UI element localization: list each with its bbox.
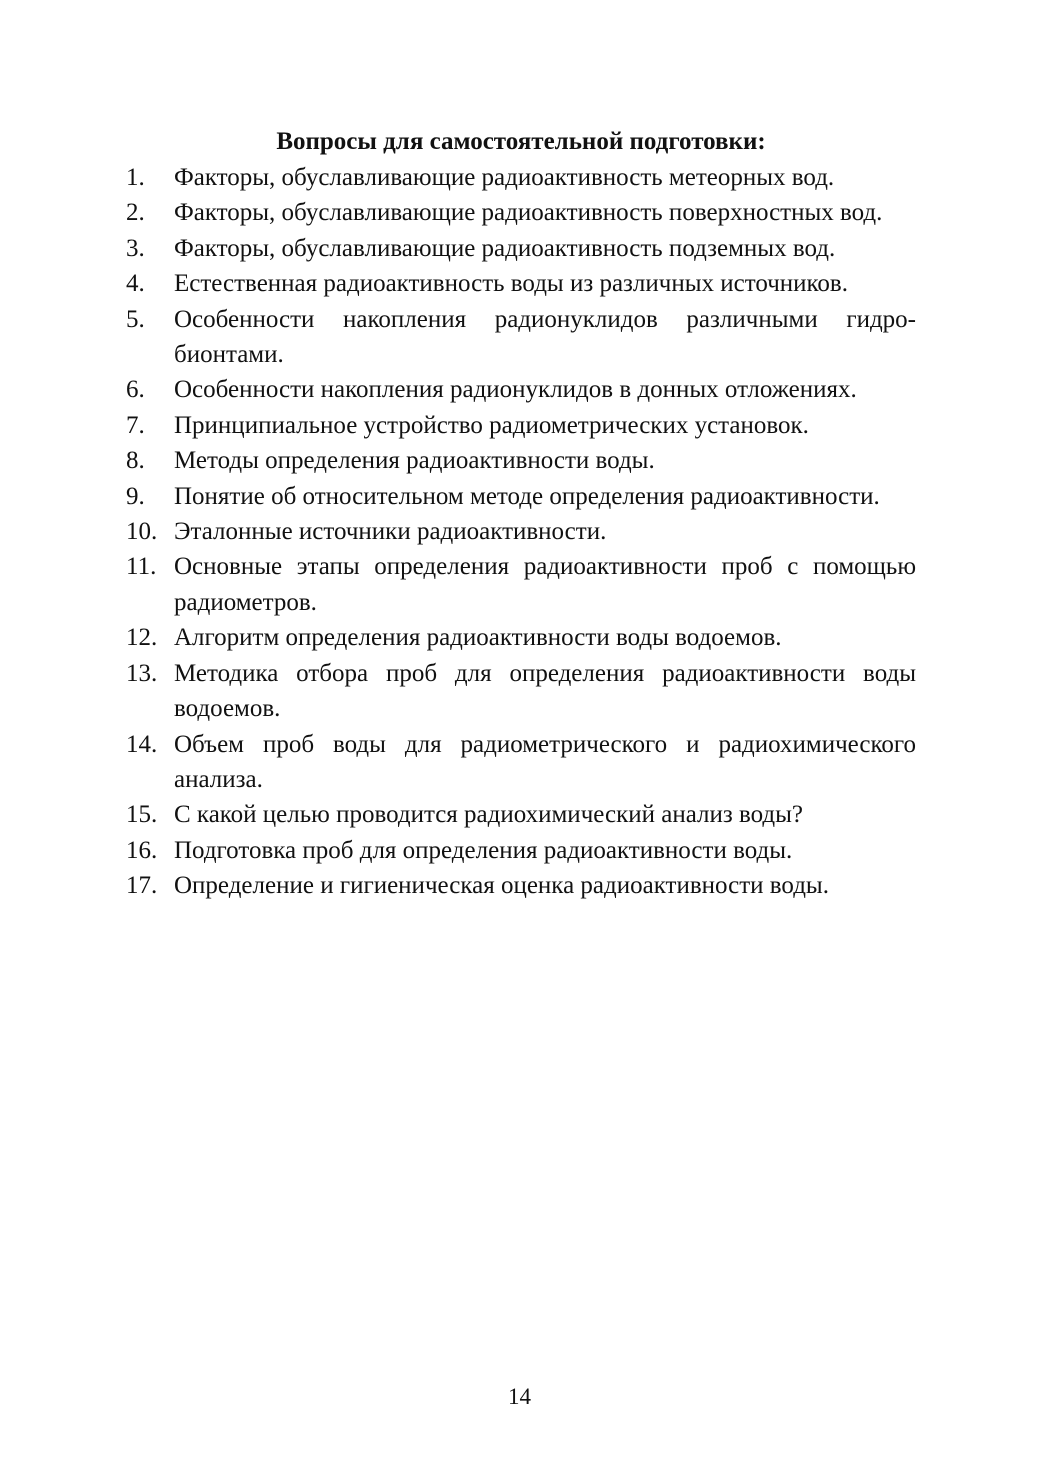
question-number: 12. <box>126 624 158 652</box>
question-text: Особенности накопления радионуклидов различными гидробионтами. <box>174 305 916 369</box>
question-item <box>126 656 916 727</box>
question-number: 17. <box>126 872 158 900</box>
question-number: 13. <box>126 659 158 687</box>
question-text: Факторы, обуславливающие радиоактивность поверхностных вод. <box>174 199 883 227</box>
question-number: 14. <box>126 730 158 758</box>
question-item <box>126 443 916 478</box>
question-text: Определение и гигиеническая оценка радиоактивности воды. <box>174 872 829 900</box>
question-item <box>126 160 916 195</box>
question-item <box>126 727 916 798</box>
question-number: 6. <box>126 376 145 404</box>
question-text: Принципиальное устройство радиометрических установок. <box>174 411 809 439</box>
question-text: Основные этапы определения радиоактивности проб с помощью радиометров. <box>174 553 916 616</box>
question-number: 1. <box>126 164 145 191</box>
question-number: 2. <box>126 199 145 227</box>
question-text: Методы определения радиоактивности воды. <box>174 447 655 475</box>
question-text: Понятие об относительном методе определения радиоактивности. <box>174 482 880 510</box>
question-item <box>126 514 916 549</box>
question-item <box>126 797 916 832</box>
question-item <box>126 231 916 266</box>
question-number: 5. <box>126 305 145 333</box>
question-text: Особенности накопления радионуклидов в донных отложениях. <box>174 376 857 404</box>
question-text: Факторы, обуславливающие радиоактивность метеорных вод. <box>174 164 835 191</box>
question-number: 10. <box>126 518 158 546</box>
question-number: 7. <box>126 411 145 439</box>
question-item <box>126 868 916 903</box>
question-item <box>126 302 916 373</box>
question-text: Объем проб воды для радиометрического и радиохимического анализа. <box>174 730 916 793</box>
question-text: Подготовка проб для определения радиоактивности воды. <box>174 836 793 864</box>
question-text: Эталонные источники радиоактивности. <box>174 518 607 546</box>
question-item <box>126 372 916 407</box>
question-text: Естественная радиоактивность воды из различных источников. <box>174 270 848 298</box>
question-number: 4. <box>126 270 145 298</box>
question-text: Алгоритм определения радиоактивности воды водоемов. <box>174 624 782 652</box>
question-item <box>126 479 916 514</box>
question-number: 11. <box>126 553 157 581</box>
question-item <box>126 549 916 620</box>
question-text: Методика отбора проб для определения радиоактивности воды водоемов. <box>174 659 916 723</box>
question-item <box>126 408 916 443</box>
question-number: 16. <box>126 836 158 864</box>
questions-list <box>126 160 916 904</box>
question-item <box>126 266 916 301</box>
question-text: С какой целью проводится радиохимический анализ воды? <box>174 801 804 829</box>
question-number: 3. <box>126 234 145 262</box>
question-item <box>126 620 916 655</box>
question-number: 15. <box>126 801 158 829</box>
page-number: 14 <box>508 1384 531 1409</box>
question-item <box>126 833 916 868</box>
section-heading: Вопросы для самостоятельной подготовки: <box>276 128 766 155</box>
question-text: Факторы, обуславливающие радиоактивность подземных вод. <box>174 234 836 262</box>
question-item <box>126 195 916 230</box>
question-number: 9. <box>126 482 145 510</box>
question-number: 8. <box>126 447 145 475</box>
